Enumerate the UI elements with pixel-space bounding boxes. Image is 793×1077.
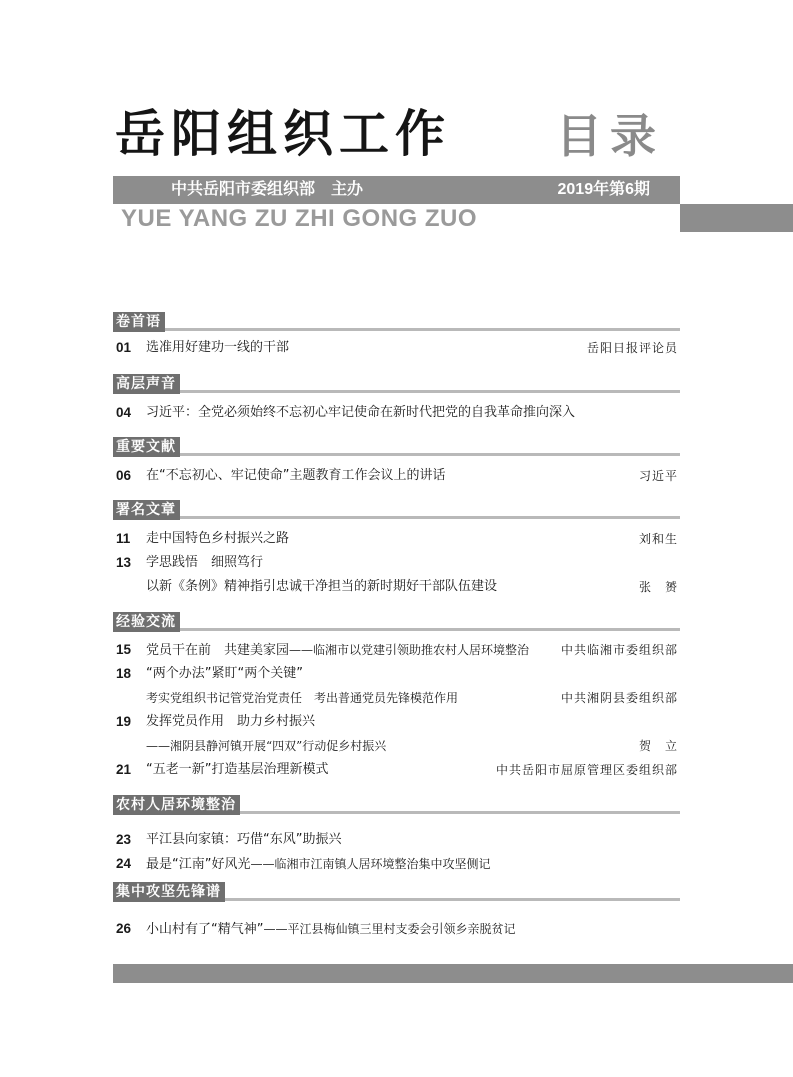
section-header — [113, 612, 680, 632]
masthead-title: 岳阳组织工作 — [115, 104, 451, 163]
entry-title: 习近平：全党必须始终不忘初心牢记使命在新时代把党的自我革命推向深入 — [146, 405, 576, 420]
page-number: 04 — [116, 405, 132, 420]
section-rule — [113, 516, 680, 519]
entry-subtitle-text: ——湘阴县静河镇开展“四双”行动促乡村振兴 — [146, 739, 387, 753]
page-number: 11 — [116, 531, 131, 546]
toc-section — [113, 437, 680, 488]
section-header — [113, 312, 680, 332]
section-title: 高层声音 — [113, 374, 180, 394]
pinyin-band — [113, 204, 793, 232]
entry-title — [146, 917, 516, 942]
page-number: 24 — [116, 856, 132, 871]
entry-title: “两个办法”紧盯“两个关键” — [146, 666, 303, 681]
page-number: 18 — [116, 666, 132, 681]
page-number: 26 — [116, 921, 132, 936]
section-rule — [113, 628, 680, 631]
toc-section — [113, 882, 680, 941]
section-header — [113, 374, 680, 394]
toc-entry[interactable] — [113, 710, 680, 734]
entry-author: 张 赟 — [638, 580, 678, 594]
toc-entry[interactable] — [113, 852, 680, 876]
entry-author: 中共湘阴县委组织部 — [560, 691, 678, 705]
entry-title: 平江县向家镇：巧借“东风”助振兴 — [146, 832, 342, 847]
toc-entry[interactable] — [113, 828, 680, 852]
pinyin-title: YUE YANG ZU ZHI GONG ZUO — [121, 205, 478, 232]
entry-title: 学思践悟 细照笃行 — [146, 555, 264, 570]
toc-entry[interactable] — [113, 336, 680, 360]
toc-entry[interactable] — [113, 401, 680, 425]
section-title: 卷首语 — [113, 312, 165, 332]
entry-subtitle — [146, 686, 458, 711]
page-number: 21 — [116, 762, 132, 777]
toc-entry[interactable] — [113, 575, 680, 599]
entry-subtitle: ——临湘市江南镇人居环境整治集中攻坚侧记 — [250, 857, 491, 871]
page-number: 13 — [116, 555, 132, 570]
header-accent-block — [680, 204, 793, 232]
header-band — [113, 176, 680, 204]
toc-entry[interactable] — [113, 662, 680, 686]
entry-title: 走中国特色乡村振兴之路 — [146, 531, 290, 546]
entry-title: “五老一新”打造基层治理新模式 — [146, 762, 329, 777]
section-header — [113, 882, 680, 902]
toc-entry[interactable] — [113, 551, 680, 575]
entry-subtitle: ——临湘市以党建引领助推农村人居环境整治 — [289, 643, 530, 657]
page-number: 23 — [116, 832, 132, 847]
entry-title: 在“不忘初心、牢记使命”主题教育工作会议上的讲话 — [146, 468, 446, 483]
contents-label: 目录 — [556, 109, 664, 163]
entry-author: 贺 立 — [638, 739, 678, 753]
toc-entry[interactable] — [113, 638, 680, 662]
entry-title: 发挥党员作用 助力乡村振兴 — [146, 714, 316, 729]
section-title: 集中攻坚先锋谱 — [113, 882, 225, 902]
section-header — [113, 795, 680, 815]
toc-section — [113, 374, 680, 425]
entry-title-main: 最是“江南”好风光 — [146, 857, 251, 872]
entry-title — [146, 852, 491, 877]
section-rule — [113, 390, 680, 393]
entry-subtitle: ——平江县梅仙镇三里村支委会引领乡亲脱贫记 — [263, 922, 516, 936]
page-number: 15 — [116, 642, 132, 657]
section-header — [113, 437, 680, 457]
section-rule — [113, 453, 680, 456]
toc-entry[interactable] — [113, 464, 680, 488]
toc-section — [113, 795, 680, 876]
entry-author: 岳阳日报评论员 — [586, 341, 678, 355]
section-title: 署名文章 — [113, 500, 180, 520]
entry-author: 中共临湘市委组织部 — [560, 643, 678, 657]
toc-section — [113, 312, 680, 360]
entry-title-main: 小山村有了“精气神” — [146, 922, 264, 937]
page-number: 06 — [116, 468, 132, 483]
section-title: 农村人居环境整治 — [113, 795, 240, 815]
section-rule — [113, 328, 680, 331]
entry-author: 习近平 — [638, 469, 678, 483]
publisher-text: 中共岳阳市委组织部 主办 — [171, 181, 364, 198]
page-number: 19 — [116, 714, 132, 729]
section-title: 重要文献 — [113, 437, 180, 457]
issue-number: 2019年第6期 — [557, 181, 650, 198]
toc-entry[interactable] — [113, 734, 680, 758]
toc-section — [113, 500, 680, 599]
toc-entry[interactable] — [113, 758, 680, 782]
footer-band — [113, 964, 793, 983]
toc-entry[interactable] — [113, 686, 680, 710]
toc-entry[interactable] — [113, 527, 680, 551]
entry-title: 以新《条例》精神指引忠诚干净担当的新时期好干部队伍建设 — [146, 579, 498, 594]
section-title: 经验交流 — [113, 612, 180, 632]
entry-author: 刘和生 — [638, 532, 678, 546]
section-header — [113, 500, 680, 520]
entry-subtitle — [146, 734, 386, 759]
entry-subtitle-text: 考实党组织书记管党治党责任 考出普通党员先锋模范作用 — [146, 691, 459, 705]
toc-entry[interactable] — [113, 917, 680, 941]
entry-title — [146, 638, 529, 663]
entry-author: 中共岳阳市屈原管理区委组织部 — [495, 763, 678, 777]
page-number: 01 — [116, 340, 132, 355]
toc-section — [113, 612, 680, 782]
entry-title-main: 党员干在前 共建美家园 — [146, 643, 290, 658]
entry-title: 选准用好建功一线的干部 — [146, 340, 290, 355]
